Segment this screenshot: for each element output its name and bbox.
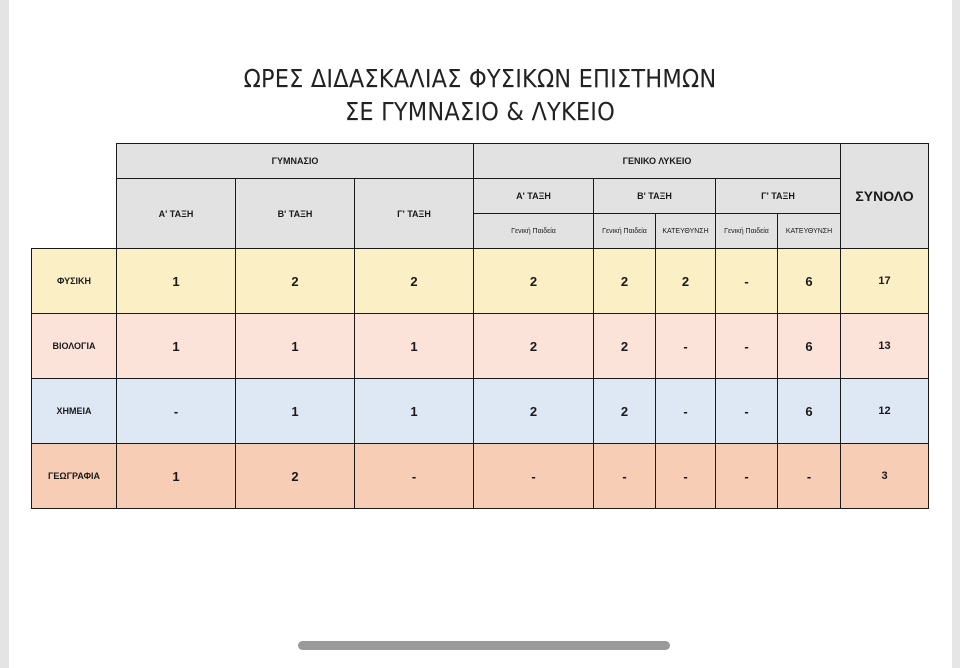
table-cell: 2 xyxy=(236,444,355,509)
table-cell: 6 xyxy=(778,249,841,314)
table-row-physics xyxy=(32,249,929,314)
table-cell: 1 xyxy=(117,444,236,509)
table-cell: 2 xyxy=(594,379,656,444)
hours-table-container xyxy=(31,143,929,509)
header-sub-c-general: Γενική Παιδεία xyxy=(716,214,778,249)
table-cell: 2 xyxy=(236,249,355,314)
right-edge xyxy=(952,0,960,668)
left-edge xyxy=(0,0,9,668)
table-cell: 6 xyxy=(778,314,841,379)
header-gym-class-b: Β' ΤΑΞΗ xyxy=(236,179,355,249)
table-cell: 1 xyxy=(236,379,355,444)
table-cell: - xyxy=(594,444,656,509)
header-sub-c-direction: ΚΑΤΕΥΘΥΝΣΗ xyxy=(778,214,841,249)
table-cell: 1 xyxy=(117,249,236,314)
header-lyk-class-a: Α' ΤΑΞΗ xyxy=(474,179,594,214)
table-cell: 1 xyxy=(117,314,236,379)
header-sub-a-general: Γενική Παιδεία xyxy=(474,214,594,249)
header-gym-class-a: Α' ΤΑΞΗ xyxy=(117,179,236,249)
table-row-geography xyxy=(32,444,929,509)
row-subject: ΓΕΩΓΡΑΦΙΑ xyxy=(32,444,117,509)
horizontal-scrollbar[interactable] xyxy=(298,641,670,650)
header-gymnasio: ΓΥΜΝΑΣΙΟ xyxy=(117,144,474,179)
row-subject: ΦΥΣΙΚΗ xyxy=(32,249,117,314)
table-row-chemistry xyxy=(32,379,929,444)
hours-table xyxy=(31,143,929,509)
table-cell: 2 xyxy=(474,379,594,444)
table-cell: 2 xyxy=(656,249,716,314)
table-cell: - xyxy=(355,444,474,509)
title-line-2: ΣΕ ΓΥΜΝΑΣΙΟ & ΛΥΚΕΙΟ xyxy=(345,97,615,126)
table-cell: - xyxy=(117,379,236,444)
table-cell: - xyxy=(656,314,716,379)
table-cell: - xyxy=(778,444,841,509)
table-cell: 2 xyxy=(355,249,474,314)
page-title xyxy=(48,62,912,128)
title-line-1: ΩΡΕΣ ΔΙΔΑΣΚΑΛΙΑΣ ΦΥΣΙΚΩΝ ΕΠΙΣΤΗΜΩΝ xyxy=(243,64,717,93)
table-cell: 6 xyxy=(778,379,841,444)
table-row-biology xyxy=(32,314,929,379)
row-total: 3 xyxy=(841,444,929,509)
table-cell: - xyxy=(716,314,778,379)
header-row-1 xyxy=(32,144,929,179)
row-total: 17 xyxy=(841,249,929,314)
table-cell: - xyxy=(656,379,716,444)
table-cell: 2 xyxy=(594,249,656,314)
header-row-2 xyxy=(32,179,929,214)
table-cell: 2 xyxy=(474,249,594,314)
header-synolo: ΣΥΝΟΛΟ xyxy=(841,144,929,249)
header-gym-class-c: Γ' ΤΑΞΗ xyxy=(355,179,474,249)
table-cell: - xyxy=(716,249,778,314)
header-lykeio: ΓΕΝΙΚΟ ΛΥΚΕΙΟ xyxy=(474,144,841,179)
row-subject: ΧΗΜΕΙΑ xyxy=(32,379,117,444)
table-cell: - xyxy=(716,379,778,444)
table-cell: - xyxy=(716,444,778,509)
row-total: 12 xyxy=(841,379,929,444)
table-cell: - xyxy=(656,444,716,509)
row-total: 13 xyxy=(841,314,929,379)
header-sub-b-general: Γενική Παιδεία xyxy=(594,214,656,249)
header-sub-b-direction: ΚΑΤΕΥΘΥΝΣΗ xyxy=(656,214,716,249)
row-subject: ΒΙΟΛΟΓΙΑ xyxy=(32,314,117,379)
header-lyk-class-b: Β' ΤΑΞΗ xyxy=(594,179,716,214)
table-cell: 1 xyxy=(355,314,474,379)
table-cell: 2 xyxy=(594,314,656,379)
table-cell: 1 xyxy=(236,314,355,379)
table-cell: 2 xyxy=(474,314,594,379)
table-cell: - xyxy=(474,444,594,509)
table-cell: 1 xyxy=(355,379,474,444)
blank-corner xyxy=(32,144,117,249)
header-lyk-class-c: Γ' ΤΑΞΗ xyxy=(716,179,841,214)
